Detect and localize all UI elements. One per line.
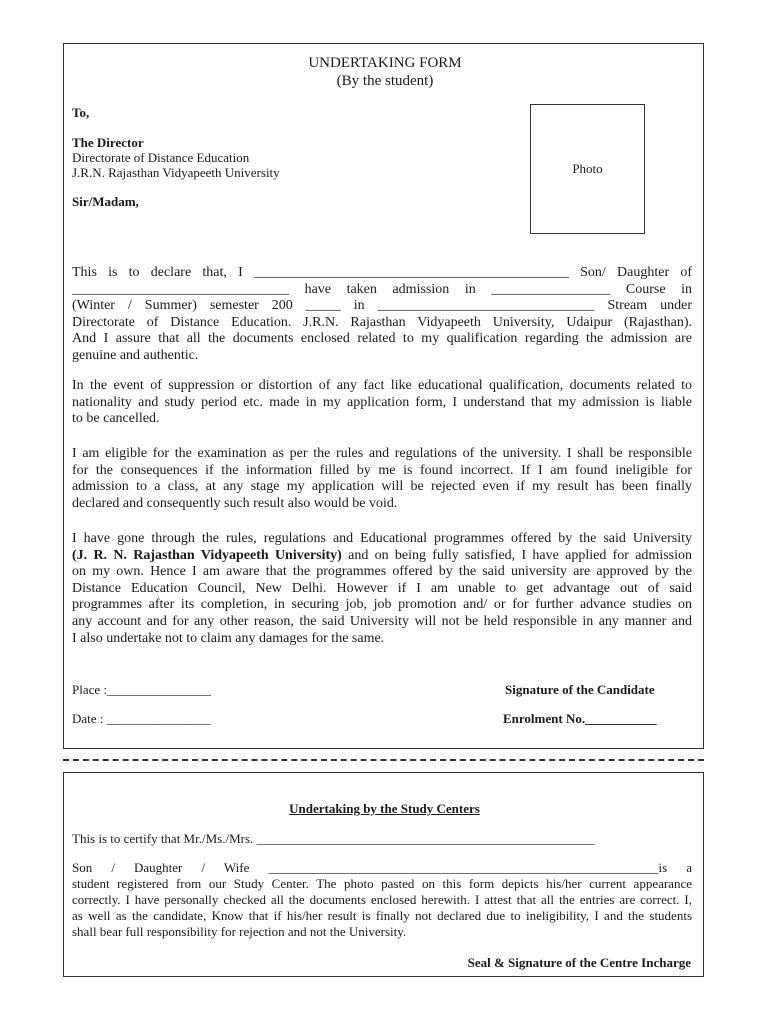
addressee-title: The Director [72,135,144,150]
declaration-paragraph [72,265,692,365]
suppression-paragraph [72,378,692,428]
eligibility-line: declared and consequently such result also would be void. [72,495,398,511]
form-title: UNDERTAKING FORM [308,55,462,71]
undertaking-form-box [63,43,704,749]
study-center-line: Son / Daughter / Wife ____________________________________________________________is a [72,860,692,875]
programmes-line: any account and for any other reason, the said University will not be held responsible in any manner and [72,613,692,629]
declaration-line: genuine and authentic. [72,347,199,363]
eligibility-paragraph [72,446,692,512]
declaration-line: (Winter / Summer) semester 200 _____ in _______________________________ Stream under [72,298,692,314]
study-center-paragraph [72,860,692,940]
seal-signature-label: Seal & Signature of the Centre Incharge [467,955,691,970]
declaration-line: _______________________________ have taken admission in _________________ Course in [72,281,692,297]
programmes-paragraph [72,531,692,647]
eligibility-line: for the consequences if the information filled by me is found incorrect. If I am found ineligible for [72,462,692,478]
study-center-line: shall bear full responsibility for rejection and not the University. [72,924,407,939]
study-center-line: student registered from our Study Center. The photo pasted on this form depicts his/her current appearance [72,876,692,891]
programmes-line-2-rest: and on being fully satisfied, I have applied for admission [341,547,692,563]
study-center-line: as well as the candidate, Know that if his/her result is finally not declared due to ineligibility, I and the students [72,908,692,923]
to-label: To, [72,105,90,120]
suppression-line: In the event of suppression or distortion of any fact like educational qualification, documents related to [72,378,692,393]
study-center-heading: Undertaking by the Study Centers [289,801,480,816]
eligibility-line: admission to a class, at any stage my application will be rejected even if my result has been finally [72,479,692,495]
programmes-line: I have gone through the rules, regulations and Educational programmes offered by the said University [72,531,692,546]
addressee-line-2: J.R.N. Rajasthan Vidyapeeth University [72,165,280,180]
place-field[interactable]: Place :________________ [72,682,212,697]
eligibility-line: I am eligible for the examination as per the rules and regulations of the university. I shall be responsible [72,446,692,461]
programmes-line-2 [72,548,692,565]
suppression-line: nationality and study period etc. made in my application form, I understand that my admission is liable [72,394,692,410]
signature-candidate-label: Signature of the Candidate [505,682,655,697]
photo-label: Photo [572,161,603,176]
photo-box [530,104,645,234]
enrolment-blank: ___________ [585,711,657,726]
suppression-line: to be cancelled. [72,411,160,427]
programmes-line: Distance Education Council, New Delhi. However if I am unable to get advantage out of said [72,580,692,596]
programmes-line: on my own. Hence I am aware that the programmes offered by the said university are approved by the [72,564,692,580]
certify-line[interactable]: This is to certify that Mr./Ms./Mrs. ____________________________________________________ [72,831,595,846]
form-subtitle: (By the student) [336,73,434,89]
programmes-line: programmes after its completion, in securing job, job promotion and/ or for further advance studies on [72,597,692,613]
enrolment-field[interactable] [503,711,657,726]
university-name-bold: (J. R. N. Rajasthan Vidyapeeth University) [72,547,342,563]
study-center-line: correctly. I have personally checked all the documents enclosed herewith. I attest that all the entries are correct. I, [72,892,692,907]
declaration-line: And I assure that all the documents enclosed related to my qualification regarding the admission are [72,331,692,347]
cut-line-divider [63,759,704,761]
addressee-line-1: Directorate of Distance Education [72,150,250,165]
programmes-line: I also undertake not to claim any damages for the same. [72,630,385,646]
date-field[interactable]: Date : ________________ [72,711,211,726]
study-center-box [63,772,704,977]
enrolment-label: Enrolment No. [503,711,586,726]
declaration-line: Directorate of Distance Education. J.R.N. Rajasthan Vidyapeeth University, Udaipur (Rajasthan). [72,314,692,330]
salutation: Sir/Madam, [72,194,139,209]
declaration-line: This is to declare that, I _____________________________________________ Son/ Daughter of [72,265,692,280]
